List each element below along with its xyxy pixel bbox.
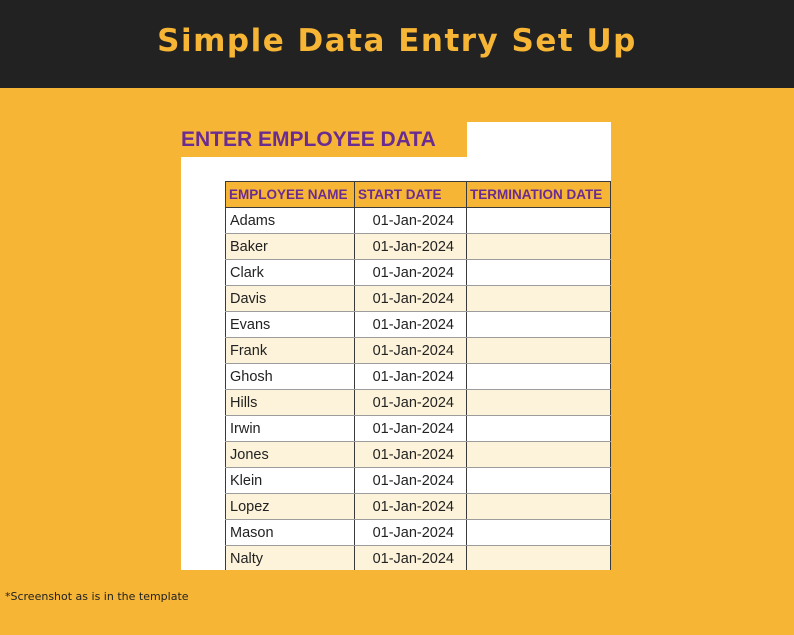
termination-date-cell[interactable]	[467, 234, 611, 260]
employee-name-cell[interactable]: Frank	[226, 338, 355, 364]
table-row	[226, 286, 611, 312]
employee-name-cell[interactable]: Mason	[226, 520, 355, 546]
page-title: Simple Data Entry Set Up	[157, 23, 637, 59]
termination-date-cell[interactable]	[467, 364, 611, 390]
employee-name-cell[interactable]: Ghosh	[226, 364, 355, 390]
start-date-cell[interactable]: 01-Jan-2024	[355, 338, 467, 364]
start-date-cell[interactable]: 01-Jan-2024	[355, 468, 467, 494]
table-row	[226, 208, 611, 234]
table-row	[226, 520, 611, 546]
start-date-cell[interactable]: 01-Jan-2024	[355, 442, 467, 468]
footnote: *Screenshot as is in the template	[5, 590, 189, 603]
start-date-cell[interactable]: 01-Jan-2024	[355, 208, 467, 234]
start-date-cell[interactable]: 01-Jan-2024	[355, 234, 467, 260]
employee-name-cell[interactable]: Clark	[226, 260, 355, 286]
termination-date-cell[interactable]	[467, 312, 611, 338]
termination-date-cell[interactable]	[467, 416, 611, 442]
sheet-header	[177, 122, 467, 157]
employee-name-cell[interactable]: Hills	[226, 390, 355, 416]
employee-name-cell[interactable]: Jones	[226, 442, 355, 468]
table-row	[226, 494, 611, 520]
table-row	[226, 468, 611, 494]
employee-table	[225, 181, 611, 570]
table-row	[226, 338, 611, 364]
title-banner	[0, 0, 794, 88]
start-date-cell[interactable]: 01-Jan-2024	[355, 494, 467, 520]
start-date-cell[interactable]: 01-Jan-2024	[355, 390, 467, 416]
employee-name-cell[interactable]: Irwin	[226, 416, 355, 442]
employee-name-cell[interactable]: Lopez	[226, 494, 355, 520]
column-header-employee-name: EMPLOYEE NAME	[226, 182, 355, 208]
table-row	[226, 416, 611, 442]
table-row	[226, 442, 611, 468]
start-date-cell[interactable]: 01-Jan-2024	[355, 520, 467, 546]
employee-name-cell[interactable]: Baker	[226, 234, 355, 260]
table-row	[226, 390, 611, 416]
table-header-row	[226, 182, 611, 208]
termination-date-cell[interactable]	[467, 286, 611, 312]
table-row	[226, 234, 611, 260]
termination-date-cell[interactable]	[467, 442, 611, 468]
start-date-cell[interactable]: 01-Jan-2024	[355, 312, 467, 338]
employee-name-cell[interactable]: Nalty	[226, 546, 355, 571]
termination-date-cell[interactable]	[467, 494, 611, 520]
employee-name-cell[interactable]: Adams	[226, 208, 355, 234]
employee-name-cell[interactable]: Evans	[226, 312, 355, 338]
start-date-cell[interactable]: 01-Jan-2024	[355, 364, 467, 390]
spreadsheet-screenshot	[177, 122, 611, 570]
termination-date-cell[interactable]	[467, 468, 611, 494]
start-date-cell[interactable]: 01-Jan-2024	[355, 286, 467, 312]
termination-date-cell[interactable]	[467, 390, 611, 416]
termination-date-cell[interactable]	[467, 260, 611, 286]
employee-name-cell[interactable]: Davis	[226, 286, 355, 312]
sheet-title: ENTER EMPLOYEE DATA	[181, 127, 436, 151]
table-row	[226, 260, 611, 286]
sheet-left-border	[177, 122, 181, 570]
termination-date-cell[interactable]	[467, 546, 611, 571]
termination-date-cell[interactable]	[467, 338, 611, 364]
start-date-cell[interactable]: 01-Jan-2024	[355, 260, 467, 286]
termination-date-cell[interactable]	[467, 520, 611, 546]
employee-name-cell[interactable]: Klein	[226, 468, 355, 494]
table-row	[226, 364, 611, 390]
table-row	[226, 546, 611, 571]
termination-date-cell[interactable]	[467, 208, 611, 234]
start-date-cell[interactable]: 01-Jan-2024	[355, 546, 467, 571]
start-date-cell[interactable]: 01-Jan-2024	[355, 416, 467, 442]
column-header-start-date: START DATE	[355, 182, 467, 208]
column-header-termination-date: TERMINATION DATE	[467, 182, 611, 208]
table-row	[226, 312, 611, 338]
